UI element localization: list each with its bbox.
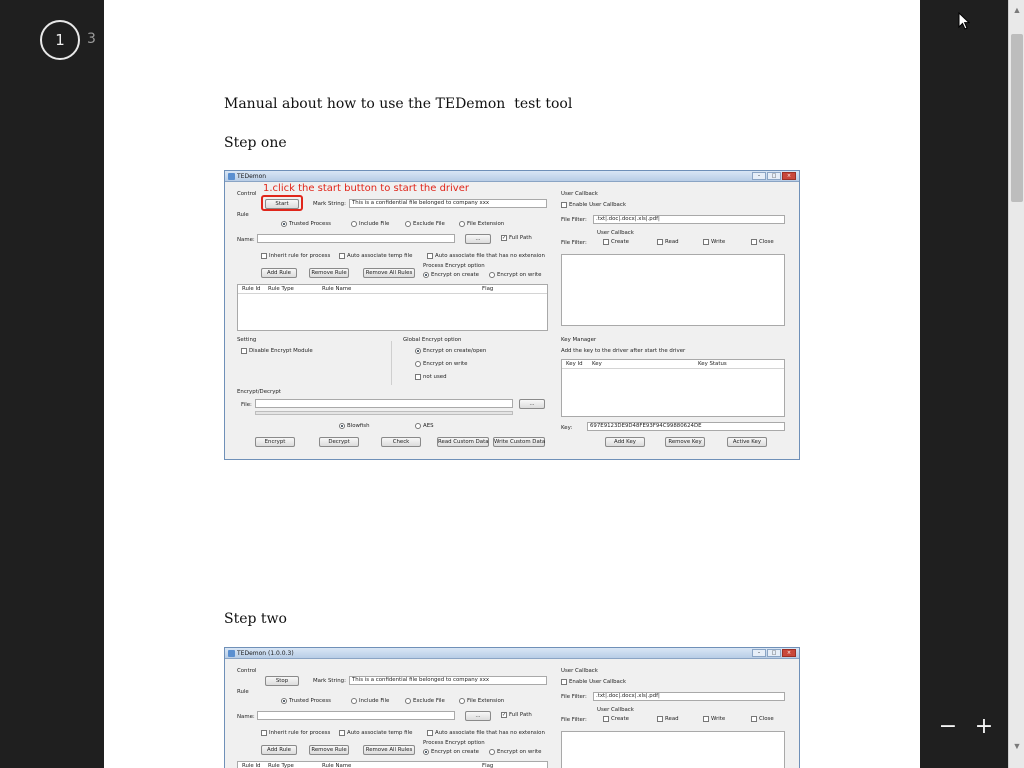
auto-no-ext-check: Auto associate file that has no extension <box>427 253 545 259</box>
current-page-indicator[interactable]: 1 <box>40 20 80 60</box>
radio-encrypt-create: Encrypt on create <box>423 272 479 278</box>
step-two-heading: Step two <box>224 611 287 627</box>
process-encrypt-option-label: Process Encrypt option <box>423 740 485 746</box>
radio-exclude: Exclude File <box>405 698 445 704</box>
check-button: Check <box>381 437 421 447</box>
window-title: TEDemon (1.0.0.3) <box>237 650 294 657</box>
callback-log <box>561 731 785 768</box>
add-rule-button: Add Rule <box>261 268 297 278</box>
radio-extension: File Extension <box>459 698 504 704</box>
vertical-scrollbar[interactable] <box>1008 0 1024 768</box>
file-field <box>255 399 513 408</box>
radio-include: Include File <box>351 698 389 704</box>
rule-list <box>237 284 548 331</box>
read-custom-data-button: Read Custom Data <box>438 439 489 445</box>
app-icon <box>228 650 235 657</box>
encrypt-button: Encrypt <box>255 437 295 447</box>
name-field <box>257 234 455 243</box>
inherit-rule-check: Inherit rule for process <box>261 730 330 736</box>
step-two-screenshot <box>224 647 800 768</box>
mark-string-label: Mark String: <box>313 201 346 207</box>
cb-close-check: Close <box>751 239 774 245</box>
right-rail <box>920 0 1008 768</box>
mark-string-field: This is a confidential file belonged to company xxx <box>349 199 547 208</box>
enable-user-callback-check: Enable User Callback <box>561 202 626 208</box>
file-filter-label-2: File Filter: <box>561 240 587 246</box>
radio-exclude: Exclude File <box>405 221 445 227</box>
file-filter-label-2: File Filter: <box>561 717 587 723</box>
app-icon <box>228 173 235 180</box>
active-key-button: Active Key <box>727 437 767 447</box>
document-title: Manual about how to use the TEDemon test tool <box>224 96 573 112</box>
document-page <box>104 0 920 768</box>
remove-all-rules-button: Remove All Rules <box>363 268 415 278</box>
rule-list-header: Rule Id Rule Type Rule Name Flag <box>238 762 547 768</box>
file-label: File: <box>241 402 252 408</box>
cb-create-check: Create <box>603 239 629 245</box>
window-controls <box>752 649 796 657</box>
callback-log <box>561 254 785 326</box>
rule-label: Rule <box>237 689 249 695</box>
user-callback-sub-label: User Callback <box>597 707 634 713</box>
add-key-button: Add Key <box>605 437 645 447</box>
radio-encrypt-write: Encrypt on write <box>489 272 541 278</box>
remove-rule-button: Remove Rule <box>309 268 349 278</box>
cb-close-check: Close <box>751 716 774 722</box>
user-callback-sub-label: User Callback <box>597 230 634 236</box>
remove-rule-button: Remove Rule <box>309 745 349 755</box>
close-icon: × <box>782 172 796 180</box>
window-title: TEDemon <box>237 173 267 180</box>
name-field <box>257 711 455 720</box>
decrypt-button: Decrypt <box>319 437 359 447</box>
inherit-rule-check: Inherit rule for process <box>261 253 330 259</box>
file-filter-label: File Filter: <box>561 694 587 700</box>
maximize-icon: □ <box>767 649 781 657</box>
minimize-icon: – <box>752 649 766 657</box>
auto-temp-check: Auto associate temp file <box>339 253 412 259</box>
disable-encrypt-check: Disable Encrypt Module <box>241 348 313 354</box>
global-encrypt-option-label: Global Encrypt option <box>403 337 462 343</box>
radio-include: Include File <box>351 221 389 227</box>
cb-read-check: Read <box>657 239 679 245</box>
remove-all-rules-button: Remove All Rules <box>363 745 415 755</box>
user-callback-label: User Callback <box>561 668 598 674</box>
total-pages: 3 <box>87 31 96 47</box>
encrypt-progress <box>255 411 513 415</box>
user-callback-label: User Callback <box>561 191 598 197</box>
radio-aes: AES <box>415 423 434 429</box>
file-browse-button: ... <box>519 399 545 409</box>
step-one-screenshot <box>224 170 800 460</box>
maximize-icon: □ <box>767 172 781 180</box>
remove-key-button: Remove Key <box>665 437 705 447</box>
rule-list <box>237 761 548 768</box>
cb-create-check: Create <box>603 716 629 722</box>
mark-string-label: Mark String: <box>313 678 346 684</box>
rule-label: Rule <box>237 212 249 218</box>
zoom-in-button[interactable]: + <box>974 714 994 739</box>
radio-blowfish: Blowfish <box>339 423 370 429</box>
file-filter-field: .txt|.doc|.docx|.xls|.pdf| <box>593 215 785 224</box>
close-icon: × <box>782 649 796 657</box>
scroll-thumb[interactable] <box>1011 34 1023 202</box>
radio-extension: File Extension <box>459 221 504 227</box>
key-list-header: Key Id Key Key Status <box>562 360 784 369</box>
process-encrypt-option-label: Process Encrypt option <box>423 263 485 269</box>
window-controls <box>752 172 796 180</box>
left-rail <box>0 0 104 768</box>
scroll-down-arrow-icon[interactable]: ▼ <box>1012 741 1022 751</box>
minimize-icon: – <box>752 172 766 180</box>
key-list <box>561 359 785 417</box>
rule-list-header: Rule Id Rule Type Rule Name Flag <box>238 285 547 294</box>
encrypt-decrypt-label: Encrypt/Decrypt <box>237 389 281 395</box>
browse-button: ... <box>465 711 491 721</box>
window-titlebar <box>225 648 799 659</box>
key-field: 697E9123DE9D48FE93F94C99880624DE <box>587 422 785 431</box>
radio-trusted: Trusted Process <box>281 221 331 227</box>
step-one-heading: Step one <box>224 135 287 151</box>
cb-write-check: Write <box>703 716 725 722</box>
mark-string-field: This is a confidential file belonged to company xxx <box>349 676 547 685</box>
start-button: Start <box>265 199 299 209</box>
zoom-out-button[interactable]: − <box>938 714 958 739</box>
key-manager-hint: Add the key to the driver after start the driver <box>561 348 686 354</box>
annotation-text: 1.click the start button to start the driver <box>263 183 469 194</box>
window-titlebar <box>225 171 799 182</box>
browse-button: ... <box>465 234 491 244</box>
radio-trusted: Trusted Process <box>281 698 331 704</box>
radio-encrypt-create: Encrypt on create <box>423 749 479 755</box>
file-filter-field: .txt|.doc|.docx|.xls|.pdf| <box>593 692 785 701</box>
not-used-check: not used <box>415 374 447 380</box>
scroll-up-arrow-icon[interactable]: ▲ <box>1012 5 1022 15</box>
full-path-check: ✓ Full Path <box>502 235 532 241</box>
name-label: Name: <box>237 714 255 720</box>
control-label: Control <box>237 191 257 197</box>
cb-read-check: Read <box>657 716 679 722</box>
auto-temp-check: Auto associate temp file <box>339 730 412 736</box>
full-path-check: ✓ Full Path <box>502 712 532 718</box>
setting-label: Setting <box>237 337 257 343</box>
radio-encrypt-write: Encrypt on write <box>489 749 541 755</box>
cb-write-check: Write <box>703 239 725 245</box>
name-label: Name: <box>237 237 255 243</box>
file-filter-label: File Filter: <box>561 217 587 223</box>
add-rule-button: Add Rule <box>261 745 297 755</box>
key-label: Key: <box>561 425 573 431</box>
control-label: Control <box>237 668 257 674</box>
radio-global-encrypt-write: Encrypt on write <box>415 361 467 367</box>
stop-button: Stop <box>265 676 299 686</box>
radio-encrypt-create-open: Encrypt on create/open <box>415 348 486 354</box>
divider <box>391 341 392 385</box>
write-custom-data-button: Write Custom Data <box>494 439 546 445</box>
auto-no-ext-check: Auto associate file that has no extension <box>427 730 545 736</box>
enable-user-callback-check: Enable User Callback <box>561 679 626 685</box>
key-manager-label: Key Manager <box>561 337 597 343</box>
